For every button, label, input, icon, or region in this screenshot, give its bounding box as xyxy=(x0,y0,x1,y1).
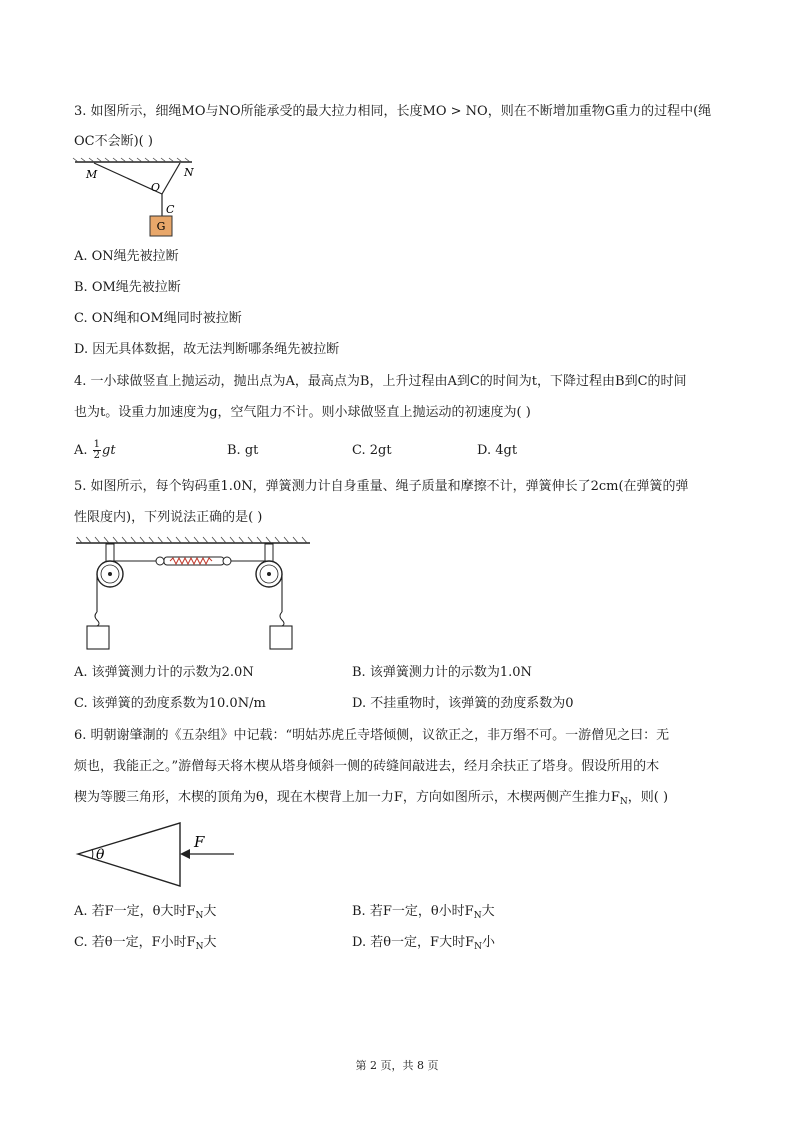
q4-option-d: D. 4gt xyxy=(477,443,518,458)
q5-option-c: C. 该弹簧的劲度系数为10.0N/m xyxy=(74,696,266,711)
q6-stem-line3-main: 楔为等腰三角形，木楔的顶角为θ，现在木楔背上加一力F，方向如图所示，木楔两侧产生推力F xyxy=(74,790,620,805)
q6-option-c-subscript: N xyxy=(195,942,204,952)
q6-option-d xyxy=(352,934,495,952)
q5-stem-line1: 5. 如图所示，每个钩码重1.0N，弹簧测力计自身重量、绳子质量和摩擦不计，弹簧伸长了2cm(在弹簧的弹 xyxy=(74,479,689,494)
q4-option-a xyxy=(74,440,116,461)
rope-no xyxy=(162,163,180,194)
q3-figure xyxy=(72,158,197,240)
label-o: O xyxy=(151,181,161,194)
left-weight xyxy=(87,626,109,649)
q6-option-d-main: D. 若θ一定，F大时F xyxy=(352,935,475,950)
right-pulley xyxy=(256,544,282,587)
q3-stem-line1: 3. 如图所示，细绳MO与NO所能承受的最大拉力相同，长度MO > NO，则在不断增加重物G重力的过程中(绳 xyxy=(74,104,712,119)
q3-option-a: A. ON绳先被拉断 xyxy=(74,249,179,264)
q6-option-a xyxy=(74,903,216,921)
right-weight xyxy=(270,626,292,649)
q3-option-d: D. 因无具体数据，故无法判断哪条绳先被拉断 xyxy=(74,342,340,357)
q6-stem-line3 xyxy=(74,789,668,807)
fraction-numerator: 1 xyxy=(93,439,101,450)
q3-option-b: B. OM绳先被拉断 xyxy=(74,280,181,295)
fraction-denominator: 2 xyxy=(93,450,101,461)
label-g: G xyxy=(156,220,166,233)
q6-option-b-tail: 大 xyxy=(481,904,495,919)
q6-stem-line1: 6. 明朝谢肇淛的《五杂组》中记载：“明姑苏虎丘寺塔倾侧，议欲正之，非万缗不可。一游僧见之曰：无 xyxy=(74,728,670,743)
q6-option-a-subscript: N xyxy=(195,911,204,921)
q6-option-c-tail: 大 xyxy=(203,935,217,950)
q4-option-a-prefix: A. xyxy=(74,443,88,458)
q4-option-a-tail: gt xyxy=(102,443,116,458)
q4-stem-line2: 也为t。设重力加速度为g，空气阻力不计。则小球做竖直上抛运动的初速度为( ) xyxy=(74,405,531,420)
q4-option-b: B. gt xyxy=(227,443,259,458)
label-n: N xyxy=(184,166,194,179)
arrow-head-icon xyxy=(180,849,190,859)
q6-option-b-subscript: N xyxy=(473,911,482,921)
q6-option-c xyxy=(74,934,217,952)
q6-stem-line3-tail: ，则( ) xyxy=(627,790,669,805)
q3-option-c: C. ON绳和OM绳同时被拉断 xyxy=(74,311,242,326)
label-f: F xyxy=(194,833,205,851)
page-number: 第 2 页，共 8 页 xyxy=(355,1059,439,1072)
fraction-one-half xyxy=(93,440,101,461)
label-c: C xyxy=(166,203,175,216)
q6-option-b-main: B. 若F一定，θ小时F xyxy=(352,904,474,919)
q5-stem-line2: 性限度内)，下列说法正确的是( ) xyxy=(74,510,263,525)
q3-stem-line2: OC不会断)( ) xyxy=(74,134,153,149)
q5-option-d: D. 不挂重物时，该弹簧的劲度系数为0 xyxy=(352,696,574,711)
q5-option-a: A. 该弹簧测力计的示数为2.0N xyxy=(74,665,254,680)
q6-option-a-tail: 大 xyxy=(203,904,217,919)
q6-option-c-main: C. 若θ一定，F小时F xyxy=(74,935,196,950)
spring-scale xyxy=(156,557,231,565)
q6-option-b xyxy=(352,903,495,921)
q5-figure xyxy=(74,536,314,656)
q6-stem-line2: 烦也，我能正之。”游僧每天将木楔从塔身倾斜一侧的砖缝间敲进去，经月余扶正了塔身。假设所用的木 xyxy=(74,759,660,774)
q6-stem-line3-subscript: N xyxy=(619,797,628,807)
q6-option-a-main: A. 若F一定，θ大时F xyxy=(74,904,196,919)
label-theta: θ xyxy=(96,847,105,863)
q4-stem-line1: 4. 一小球做竖直上抛运动，抛出点为A，最高点为B，上升过程由A到C的时间为t，下降过程由B到C的时间 xyxy=(74,374,687,389)
label-m: M xyxy=(86,168,98,181)
left-pulley xyxy=(97,544,123,587)
q6-option-d-subscript: N xyxy=(474,942,482,952)
q4-option-c: C. 2gt xyxy=(352,443,392,458)
q6-option-d-tail: 小 xyxy=(481,935,495,950)
q6-figure xyxy=(74,820,239,890)
q5-option-b: B. 该弹簧测力计的示数为1.0N xyxy=(352,665,532,680)
